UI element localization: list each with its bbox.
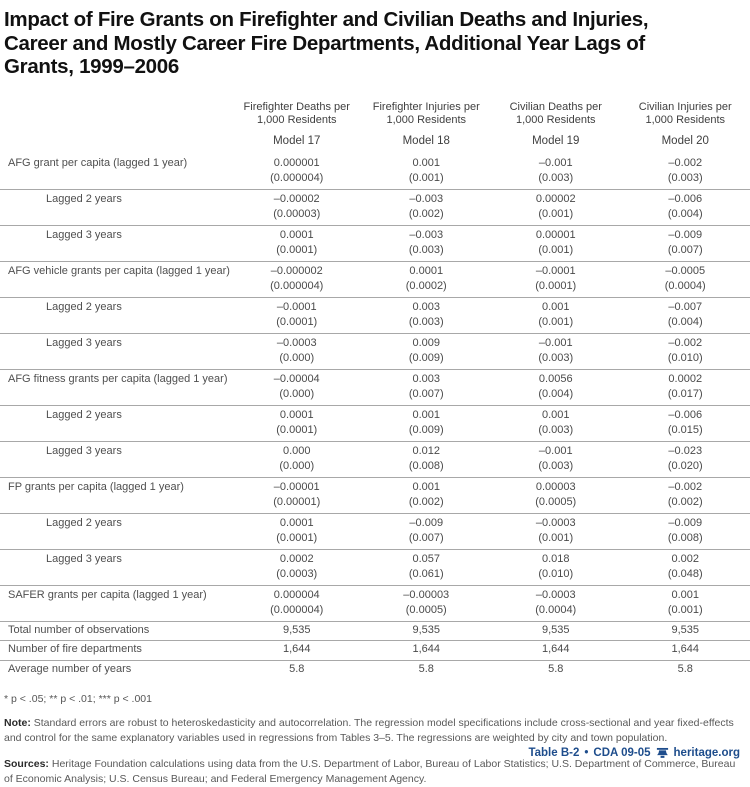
coefficient-value: 0.001 — [491, 408, 621, 423]
value-cell — [621, 480, 750, 510]
note-text: Standard errors are robust to heteroskedasticity and autocorrelation. The regression model specifications include cross-sectional and year fixed-effects and control for the same explanatory variables used in regressions from Tables 3–5. The regressions are weighted by city and town population. — [4, 717, 734, 744]
value-cell — [491, 336, 621, 366]
coefficient-value: –0.000002 — [232, 264, 362, 279]
coefficient-value: 0.0001 — [232, 408, 362, 423]
standard-error-value: (0.009) — [362, 351, 492, 366]
standard-error-value: (0.008) — [621, 531, 750, 546]
value-cell — [362, 156, 492, 186]
summary-label: Number of fire departments — [0, 643, 232, 657]
standard-error-value: (0.001) — [491, 207, 621, 222]
value-cell — [621, 228, 750, 258]
standard-error-value: (0.001) — [621, 603, 750, 618]
table-row — [0, 478, 750, 514]
coefficient-value: 0.0001 — [362, 264, 492, 279]
value-cell — [491, 372, 621, 402]
coefficient-value: –0.0003 — [491, 588, 621, 603]
value-cell — [491, 444, 621, 474]
standard-error-value: (0.048) — [621, 567, 750, 582]
coefficient-value: 0.00001 — [491, 228, 621, 243]
coefficient-value: 0.001 — [362, 156, 492, 171]
standard-error-value: (0.00001) — [232, 495, 362, 510]
value-cell — [491, 192, 621, 222]
value-cell — [491, 156, 621, 186]
value-cell — [491, 300, 621, 330]
standard-error-value: (0.003) — [491, 423, 621, 438]
value-cell — [362, 516, 492, 546]
column-header — [232, 101, 362, 148]
value-cell — [232, 156, 362, 186]
cda-ref: CDA 09-05 — [593, 747, 650, 759]
page-title — [0, 6, 750, 79]
standard-error-value: (0.0005) — [491, 495, 621, 510]
standard-error-value: (0.0003) — [232, 567, 362, 582]
standard-error-value: (0.001) — [491, 531, 621, 546]
coefficient-value: –0.009 — [621, 228, 750, 243]
value-cell — [232, 408, 362, 438]
row-label: SAFER grants per capita (lagged 1 year) — [0, 588, 232, 618]
coefficient-value: 0.0001 — [232, 516, 362, 531]
value-cell — [491, 516, 621, 546]
standard-error-value: (0.000004) — [232, 171, 362, 186]
standard-error-value: (0.001) — [491, 243, 621, 258]
sources-text: Heritage Foundation calculations using data from the U.S. Department of Labor, Bureau of Labor Statistics; U.S. Department of Commerce, Bureau of Economic Analysis; U.S. Census Bureau; and Federal Emergency Management Agency. — [4, 758, 735, 785]
coefficient-value: 0.018 — [491, 552, 621, 567]
summary-value: 9,535 — [621, 624, 750, 638]
value-cell — [232, 516, 362, 546]
column-header — [621, 101, 750, 148]
value-cell — [491, 228, 621, 258]
standard-error-value: (0.007) — [362, 531, 492, 546]
value-cell — [621, 588, 750, 618]
coefficient-value: –0.002 — [621, 480, 750, 495]
coefficient-value: 0.003 — [362, 372, 492, 387]
row-label: FP grants per capita (lagged 1 year) — [0, 480, 232, 510]
standard-error-value: (0.003) — [362, 243, 492, 258]
note-label: Note: — [4, 717, 31, 729]
standard-error-value: (0.010) — [621, 351, 750, 366]
standard-error-value: (0.0004) — [491, 603, 621, 618]
coefficient-value: 0.000004 — [232, 588, 362, 603]
summary-label: Total number of observations — [0, 624, 232, 638]
coefficient-value: –0.006 — [621, 192, 750, 207]
coefficient-value: –0.003 — [362, 228, 492, 243]
standard-error-value: (0.0005) — [362, 603, 492, 618]
coefficient-value: 0.000 — [232, 444, 362, 459]
value-cell — [621, 444, 750, 474]
coefficient-value: –0.001 — [491, 444, 621, 459]
standard-error-value: (0.001) — [362, 171, 492, 186]
standard-error-value: (0.000004) — [232, 279, 362, 294]
table-row — [0, 334, 750, 370]
row-label: Lagged 3 years — [0, 552, 232, 582]
standard-error-value: (0.0001) — [232, 531, 362, 546]
coefficient-value: –0.001 — [491, 336, 621, 351]
coefficient-value: –0.006 — [621, 408, 750, 423]
standard-error-value: (0.0001) — [232, 315, 362, 330]
table-body — [0, 154, 750, 622]
value-cell — [621, 372, 750, 402]
coefficient-value: –0.0005 — [621, 264, 750, 279]
coefficient-value: –0.00004 — [232, 372, 362, 387]
value-cell — [621, 192, 750, 222]
coefficient-value: –0.00003 — [362, 588, 492, 603]
row-label: Lagged 3 years — [0, 228, 232, 258]
model-label: Model 18 — [362, 134, 492, 148]
value-cell — [232, 588, 362, 618]
summary-row — [0, 622, 750, 642]
coefficient-value: 0.001 — [491, 300, 621, 315]
table-row — [0, 370, 750, 406]
standard-error-value: (0.003) — [491, 459, 621, 474]
sources-label: Sources: — [4, 758, 49, 770]
model-label: Model 19 — [491, 134, 621, 148]
column-header-line1: Firefighter Deaths per — [232, 101, 362, 115]
column-header — [362, 101, 492, 148]
value-cell — [232, 228, 362, 258]
value-cell — [491, 588, 621, 618]
standard-error-value: (0.000) — [232, 459, 362, 474]
liberty-bell-icon — [656, 747, 669, 759]
standard-error-value: (0.020) — [621, 459, 750, 474]
coefficient-value: –0.00002 — [232, 192, 362, 207]
coefficient-value: –0.007 — [621, 300, 750, 315]
row-label: Lagged 2 years — [0, 516, 232, 546]
value-cell — [491, 264, 621, 294]
model-label: Model 20 — [621, 134, 750, 148]
title-line-1: Impact of Fire Grants on Firefighter and Civilian Deaths and Injuries, — [4, 8, 742, 32]
table-ref: Table B-2 — [528, 747, 579, 759]
summary-value: 9,535 — [232, 624, 362, 638]
column-header-line1: Firefighter Injuries per — [362, 101, 492, 115]
coefficient-value: –0.0003 — [232, 336, 362, 351]
standard-error-value: (0.002) — [621, 495, 750, 510]
standard-error-value: (0.008) — [362, 459, 492, 474]
coefficient-value: 0.0002 — [621, 372, 750, 387]
value-cell — [362, 408, 492, 438]
value-cell — [232, 372, 362, 402]
summary-label: Average number of years — [0, 663, 232, 677]
value-cell — [362, 444, 492, 474]
column-header-line1: Civilian Deaths per — [491, 101, 621, 115]
coefficient-value: 0.000001 — [232, 156, 362, 171]
standard-error-value: (0.000) — [232, 387, 362, 402]
summary-value: 5.8 — [621, 663, 750, 677]
value-cell — [621, 264, 750, 294]
value-cell — [621, 552, 750, 582]
column-header — [491, 101, 621, 148]
row-label: Lagged 2 years — [0, 408, 232, 438]
standard-error-value: (0.000) — [232, 351, 362, 366]
summary-value: 9,535 — [362, 624, 492, 638]
table-summary — [0, 622, 750, 680]
table-row — [0, 154, 750, 190]
coefficient-value: –0.009 — [362, 516, 492, 531]
row-label: Lagged 2 years — [0, 192, 232, 222]
coefficient-value: –0.002 — [621, 156, 750, 171]
standard-error-value: (0.0002) — [362, 279, 492, 294]
model-label: Model 17 — [232, 134, 362, 148]
coefficient-value: –0.001 — [491, 156, 621, 171]
value-cell — [491, 408, 621, 438]
coefficient-value: 0.001 — [362, 408, 492, 423]
standard-error-value: (0.0001) — [491, 279, 621, 294]
coefficient-value: 0.0001 — [232, 228, 362, 243]
value-cell — [362, 336, 492, 366]
column-header-line2: 1,000 Residents — [621, 114, 750, 128]
row-label: AFG fitness grants per capita (lagged 1 year) — [0, 372, 232, 402]
coefficient-value: 0.001 — [621, 588, 750, 603]
summary-value: 1,644 — [362, 643, 492, 657]
value-cell — [362, 300, 492, 330]
table-row — [0, 514, 750, 550]
standard-error-value: (0.004) — [621, 315, 750, 330]
table-row — [0, 586, 750, 622]
summary-value: 1,644 — [232, 643, 362, 657]
standard-error-value: (0.004) — [491, 387, 621, 402]
row-label: Lagged 3 years — [0, 336, 232, 366]
value-cell — [621, 516, 750, 546]
summary-value: 1,644 — [621, 643, 750, 657]
value-cell — [362, 228, 492, 258]
standard-error-value: (0.002) — [362, 495, 492, 510]
value-cell — [362, 480, 492, 510]
summary-value: 1,644 — [491, 643, 621, 657]
standard-error-value: (0.001) — [491, 315, 621, 330]
coefficient-value: –0.0001 — [491, 264, 621, 279]
coefficient-value: 0.0002 — [232, 552, 362, 567]
credit-separator: • — [584, 747, 588, 759]
header-spacer-cell — [0, 101, 232, 148]
note-paragraph — [0, 716, 750, 746]
standard-error-value: (0.003) — [362, 315, 492, 330]
value-cell — [232, 444, 362, 474]
summary-value: 5.8 — [491, 663, 621, 677]
value-cell — [621, 300, 750, 330]
title-line-2: Career and Mostly Career Fire Departments, Additional Year Lags of — [4, 32, 742, 56]
value-cell — [621, 408, 750, 438]
table-row — [0, 298, 750, 334]
coefficient-value: –0.023 — [621, 444, 750, 459]
standard-error-value: (0.007) — [621, 243, 750, 258]
value-cell — [621, 156, 750, 186]
coefficient-value: 0.00002 — [491, 192, 621, 207]
coefficient-value: –0.002 — [621, 336, 750, 351]
value-cell — [232, 300, 362, 330]
summary-value: 5.8 — [232, 663, 362, 677]
site-link[interactable]: heritage.org — [674, 747, 740, 759]
credit-line — [528, 747, 740, 759]
standard-error-value: (0.0001) — [232, 243, 362, 258]
standard-error-value: (0.00003) — [232, 207, 362, 222]
standard-error-value: (0.061) — [362, 567, 492, 582]
table-header-row — [0, 101, 750, 154]
table-row — [0, 262, 750, 298]
significance-footnote: * p < .05; ** p < .01; *** p < .001 — [0, 693, 750, 705]
coefficient-value: –0.0001 — [232, 300, 362, 315]
coefficient-value: –0.0003 — [491, 516, 621, 531]
value-cell — [232, 192, 362, 222]
row-label: Lagged 2 years — [0, 300, 232, 330]
coefficient-value: 0.002 — [621, 552, 750, 567]
coefficient-value: –0.003 — [362, 192, 492, 207]
value-cell — [362, 192, 492, 222]
coefficient-value: 0.001 — [362, 480, 492, 495]
coefficient-value: 0.012 — [362, 444, 492, 459]
table-row — [0, 550, 750, 586]
summary-row — [0, 641, 750, 661]
coefficient-value: 0.00003 — [491, 480, 621, 495]
standard-error-value: (0.017) — [621, 387, 750, 402]
standard-error-value: (0.004) — [621, 207, 750, 222]
value-cell — [232, 264, 362, 294]
coefficient-value: –0.00001 — [232, 480, 362, 495]
standard-error-value: (0.003) — [621, 171, 750, 186]
coefficient-value: 0.003 — [362, 300, 492, 315]
value-cell — [362, 372, 492, 402]
value-cell — [362, 264, 492, 294]
standard-error-value: (0.009) — [362, 423, 492, 438]
standard-error-value: (0.015) — [621, 423, 750, 438]
table-row — [0, 406, 750, 442]
column-header-line2: 1,000 Residents — [362, 114, 492, 128]
column-header-line1: Civilian Injuries per — [621, 101, 750, 115]
regression-table — [0, 101, 750, 680]
sources-paragraph — [0, 757, 750, 787]
value-cell — [491, 480, 621, 510]
value-cell — [232, 336, 362, 366]
coefficient-value: 0.0056 — [491, 372, 621, 387]
table-row — [0, 442, 750, 478]
row-label: AFG grant per capita (lagged 1 year) — [0, 156, 232, 186]
standard-error-value: (0.000004) — [232, 603, 362, 618]
value-cell — [362, 552, 492, 582]
standard-error-value: (0.0001) — [232, 423, 362, 438]
value-cell — [232, 480, 362, 510]
value-cell — [362, 588, 492, 618]
standard-error-value: (0.010) — [491, 567, 621, 582]
title-line-3: Grants, 1999–2006 — [4, 55, 742, 79]
value-cell — [621, 336, 750, 366]
summary-value: 9,535 — [491, 624, 621, 638]
standard-error-value: (0.0004) — [621, 279, 750, 294]
standard-error-value: (0.007) — [362, 387, 492, 402]
value-cell — [232, 552, 362, 582]
standard-error-value: (0.003) — [491, 171, 621, 186]
row-label: AFG vehicle grants per capita (lagged 1 year) — [0, 264, 232, 294]
coefficient-value: –0.009 — [621, 516, 750, 531]
summary-value: 5.8 — [362, 663, 492, 677]
column-header-line2: 1,000 Residents — [491, 114, 621, 128]
column-header-line2: 1,000 Residents — [232, 114, 362, 128]
value-cell — [491, 552, 621, 582]
row-label: Lagged 3 years — [0, 444, 232, 474]
standard-error-value: (0.003) — [491, 351, 621, 366]
summary-row — [0, 661, 750, 680]
table-row — [0, 190, 750, 226]
coefficient-value: 0.057 — [362, 552, 492, 567]
coefficient-value: 0.009 — [362, 336, 492, 351]
table-row — [0, 226, 750, 262]
standard-error-value: (0.002) — [362, 207, 492, 222]
